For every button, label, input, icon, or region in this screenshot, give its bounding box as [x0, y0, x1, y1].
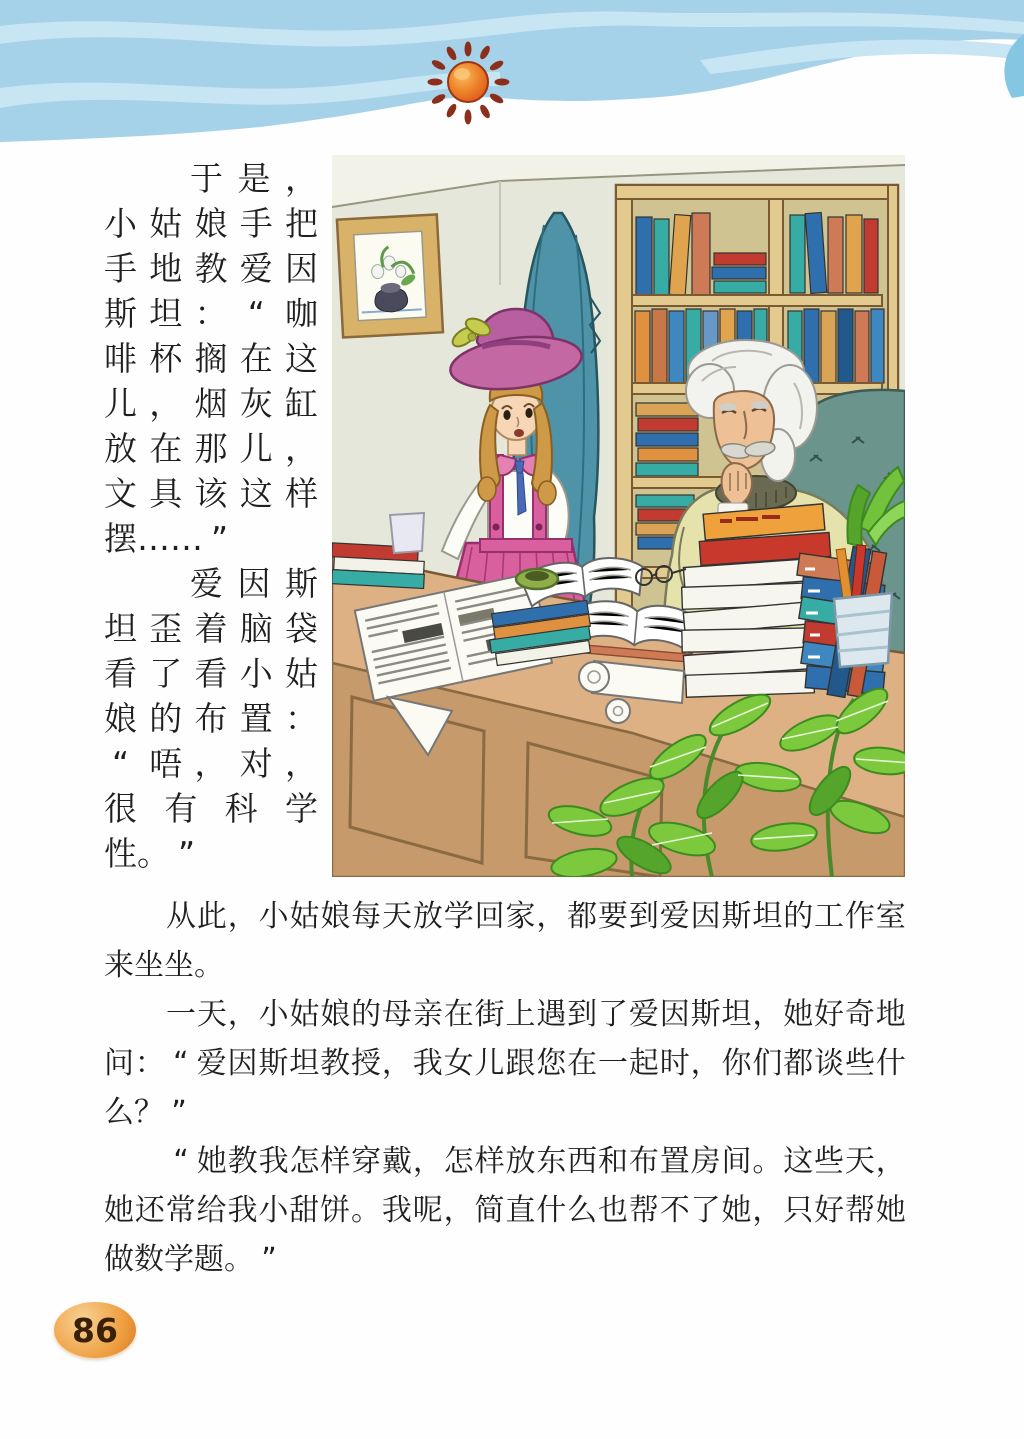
text-line: 摆 … … ” [104, 519, 229, 558]
text-line: 性 。 ” [104, 834, 196, 873]
text-line: 放 在 那 儿 ， [104, 429, 318, 468]
text-line: 一 天 ， 小 姑 娘 的 母 亲 在 街 上 遇 到 了 爱 因 斯 坦 ， 她 好 奇 地 [166, 996, 906, 1032]
text-line: 儿 ， 烟 灰 缸 [104, 384, 318, 423]
story-illustration [332, 155, 905, 877]
text-line: 问 ： “ 爱 因 斯 坦 教 授 ， 我 女 儿 跟 您 在 一 起 时 ， 你 们 都 谈 些 什 [104, 1045, 906, 1081]
text-line: “ 她 教 我 怎 样 穿 戴 ， 怎 样 放 东 西 和 布 置 房 间 。 这 些 天 ， [173, 1143, 906, 1179]
text-line: 于 是 ， [190, 159, 318, 198]
text-line: 文 具 该 这 样 [104, 474, 318, 513]
text-line: 很 有 科 学 [104, 789, 318, 828]
text-line: 手 地 教 爱 因 [104, 249, 318, 288]
text-line: 她 还 常 给 我 小 甜 饼 。 我 呢 ， 简 直 什 么 也 帮 不 了 她 ， 只 好 帮 她 [104, 1192, 906, 1228]
text-line: 看 了 看 小 姑 [104, 654, 318, 693]
text-line: 小 姑 娘 手 把 [104, 204, 318, 243]
text-line: 爱 因 斯 [190, 564, 318, 603]
text-line: 做 数 学 题 。 ” [104, 1241, 277, 1277]
body-paragraphs [104, 892, 906, 1284]
text-line: 坦 歪 着 脑 袋 [104, 609, 318, 648]
text-line: “ 唔 ， 对 ， [111, 744, 318, 783]
text-line: 斯 坦 ： “ 咖 [104, 294, 318, 333]
text-line: 娘 的 布 置 ： [104, 699, 318, 738]
top-banner [0, 0, 1024, 150]
text-line: 啡 杯 搁 在 这 [104, 339, 318, 378]
text-line: 来 坐 坐 。 [104, 947, 224, 983]
page-number: 86 [72, 1310, 118, 1350]
left-text-column [104, 156, 318, 876]
wave-corner-accent [1004, 34, 1024, 98]
mug [390, 513, 424, 553]
text-line: 么 ？ ” [104, 1094, 187, 1130]
page-number-badge [54, 1302, 136, 1358]
picture-frame [337, 214, 443, 337]
text-line: 从 此 ， 小 姑 娘 每 天 放 学 回 家 ， 都 要 到 爱 因 斯 坦 的 工 作 室 [166, 898, 906, 934]
ashtray [516, 569, 558, 589]
